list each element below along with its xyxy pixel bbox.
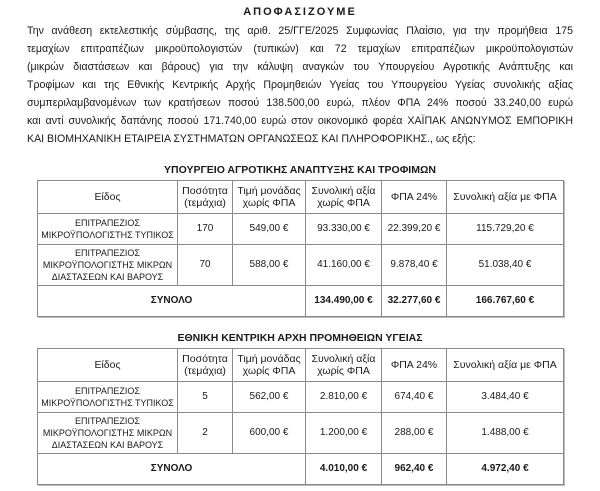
table-total-row xyxy=(38,286,564,317)
table-row xyxy=(38,245,564,286)
col-header-vat: ΦΠΑ 24% xyxy=(382,181,447,214)
col-header-unit-price: Τιμή μονάδας χωρίς ΦΠΑ xyxy=(233,349,306,382)
paragraph-line: συμπεριλαμβανομένων των κρατήσεων ποσού 138.500,00 ευρώ, πλέον ΦΠΑ 24% ποσού 33.240,00 ευρώ xyxy=(27,97,573,109)
cell-qty: 170 xyxy=(178,214,233,245)
total-vat: 32.277,60 € xyxy=(382,286,447,317)
ministry-agriculture-table xyxy=(37,180,564,317)
table-header-row xyxy=(38,349,564,382)
col-header-item: Είδος xyxy=(38,181,178,214)
cell-qty: 70 xyxy=(178,245,233,286)
col-header-qty: Ποσότητα (τεμάχια) xyxy=(178,181,233,214)
total-gross: 166.767,60 € xyxy=(447,286,564,317)
col-header-total-net: Συνολική αξία χωρίς ΦΠΑ xyxy=(306,181,382,214)
total-net: 4.010,00 € xyxy=(306,454,382,485)
cell-total-net: 93.330,00 € xyxy=(306,214,382,245)
cell-unit-price: 588,00 € xyxy=(233,245,306,286)
paragraph-line: Τροφίμων και της Εθνικής Κεντρικής Αρχής Προμηθειών Υγείας του Υπουργείου Υγείας συνολικής αξίας xyxy=(27,79,573,91)
col-header-unit-price: Τιμή μονάδας χωρίς ΦΠΑ xyxy=(233,181,306,214)
cell-vat: 674,40 € xyxy=(382,382,447,413)
table-row xyxy=(38,214,564,245)
total-label: ΣΥΝΟΛΟ xyxy=(38,286,306,317)
paragraph-line: Την ανάθεση εκτελεστικής σύμβασης, της αριθ. 25/ΓΓΕ/2025 Συμφωνίας Πλαίσιο, για την προμήθεια 175 xyxy=(27,25,573,37)
cell-item: ΕΠΙΤΡΑΠΕΖΙΟΣ ΜΙΚΡΟΫΠΟΛΟΓΙΣΤΗΣ ΜΙΚΡΩΝ ΔΙΑΣΤΑΣΕΩΝ ΚΑΙ ΒΑΡΟΥΣ xyxy=(38,413,178,454)
cell-unit-price: 549,00 € xyxy=(233,214,306,245)
cell-item: ΕΠΙΤΡΑΠΕΖΙΟΣ ΜΙΚΡΟΫΠΟΛΟΓΙΣΤΗΣ ΤΥΠΙΚΟΣ xyxy=(38,214,178,245)
col-header-qty: Ποσότητα (τεμάχια) xyxy=(178,349,233,382)
decision-paragraph xyxy=(27,22,573,148)
paragraph-line: και αντί συνολικής δαπάνης ποσού 171.740,00 ευρώ στον οικονομικό φορέα ΧΑΪΠΑΚ ΑΝΩΝΥΜΟΣ ΕΜΠΟΡΙΚΗ xyxy=(27,115,573,127)
total-gross: 4.972,40 € xyxy=(447,454,564,485)
cell-item: ΕΠΙΤΡΑΠΕΖΙΟΣ ΜΙΚΡΟΫΠΟΛΟΓΙΣΤΗΣ ΜΙΚΡΩΝ ΔΙΑΣΤΑΣΕΩΝ ΚΑΙ ΒΑΡΟΥΣ xyxy=(38,245,178,286)
cell-item: ΕΠΙΤΡΑΠΕΖΙΟΣ ΜΙΚΡΟΫΠΟΛΟΓΙΣΤΗΣ ΤΥΠΙΚΟΣ xyxy=(38,382,178,413)
table-total-row xyxy=(38,454,564,485)
table-row xyxy=(38,413,564,454)
col-header-item: Είδος xyxy=(38,349,178,382)
paragraph-line: (μικρών διαστάσεων και βάρους) για την κάλυψη αναγκών του Υπουργείου Αγροτικής Ανάπτυξης και xyxy=(27,61,573,73)
total-net: 134.490,00 € xyxy=(306,286,382,317)
col-header-total-net: Συνολική αξία χωρίς ΦΠΑ xyxy=(306,349,382,382)
cell-total-gross: 1.488,00 € xyxy=(447,413,564,454)
cell-unit-price: 562,00 € xyxy=(233,382,306,413)
paragraph-line: τεμαχίων επιτραπέζιων μικροϋπολογιστών (τυπικών) και 72 τεμαχίων επιτραπέζιων μικροϋπολογιστών xyxy=(27,43,573,55)
col-header-vat: ΦΠΑ 24% xyxy=(382,349,447,382)
cell-total-gross: 115.729,20 € xyxy=(447,214,564,245)
total-label: ΣΥΝΟΛΟ xyxy=(38,454,306,485)
cell-qty: 2 xyxy=(178,413,233,454)
cell-total-gross: 51.038,40 € xyxy=(447,245,564,286)
cell-unit-price: 600,00 € xyxy=(233,413,306,454)
total-vat: 962,40 € xyxy=(382,454,447,485)
paragraph-line: ΚΑΙ ΒΙΟΜΗΧΑΝΙΚΗ ΕΤΑΙΡΕΙΑ ΣΥΣΤΗΜΑΤΩΝ ΟΡΓΑΝΩΣΕΩΣ ΚΑΙ ΠΛΗΡΟΦΟΡΙΚΗΣ., ως εξής: xyxy=(27,133,476,145)
col-header-total-gross: Συνολική αξία με ΦΠΑ xyxy=(447,181,564,214)
cell-total-net: 2.810,00 € xyxy=(306,382,382,413)
health-procurement-title: ΕΘΝΙΚΗ ΚΕΝΤΡΙΚΗ ΑΡΧΗ ΠΡΟΜΗΘΕΙΩΝ ΥΓΕΙΑΣ xyxy=(177,332,423,344)
cell-vat: 22.399,20 € xyxy=(382,214,447,245)
cell-qty: 5 xyxy=(178,382,233,413)
col-header-total-gross: Συνολική αξία με ΦΠΑ xyxy=(447,349,564,382)
health-procurement-table xyxy=(37,348,564,485)
cell-total-net: 1.200,00 € xyxy=(306,413,382,454)
decision-heading: ΑΠΟΦΑΣΙΖΟΥΜΕ xyxy=(243,6,357,18)
cell-vat: 9.878,40 € xyxy=(382,245,447,286)
table-header-row xyxy=(38,181,564,214)
cell-vat: 288,00 € xyxy=(382,413,447,454)
ministry-agriculture-title: ΥΠΟΥΡΓΕΙΟ ΑΓΡΟΤΙΚΗΣ ΑΝΑΠΤΥΞΗΣ ΚΑΙ ΤΡΟΦΙΜΩΝ xyxy=(164,164,436,176)
cell-total-gross: 3.484,40 € xyxy=(447,382,564,413)
cell-total-net: 41.160,00 € xyxy=(306,245,382,286)
table-row xyxy=(38,382,564,413)
